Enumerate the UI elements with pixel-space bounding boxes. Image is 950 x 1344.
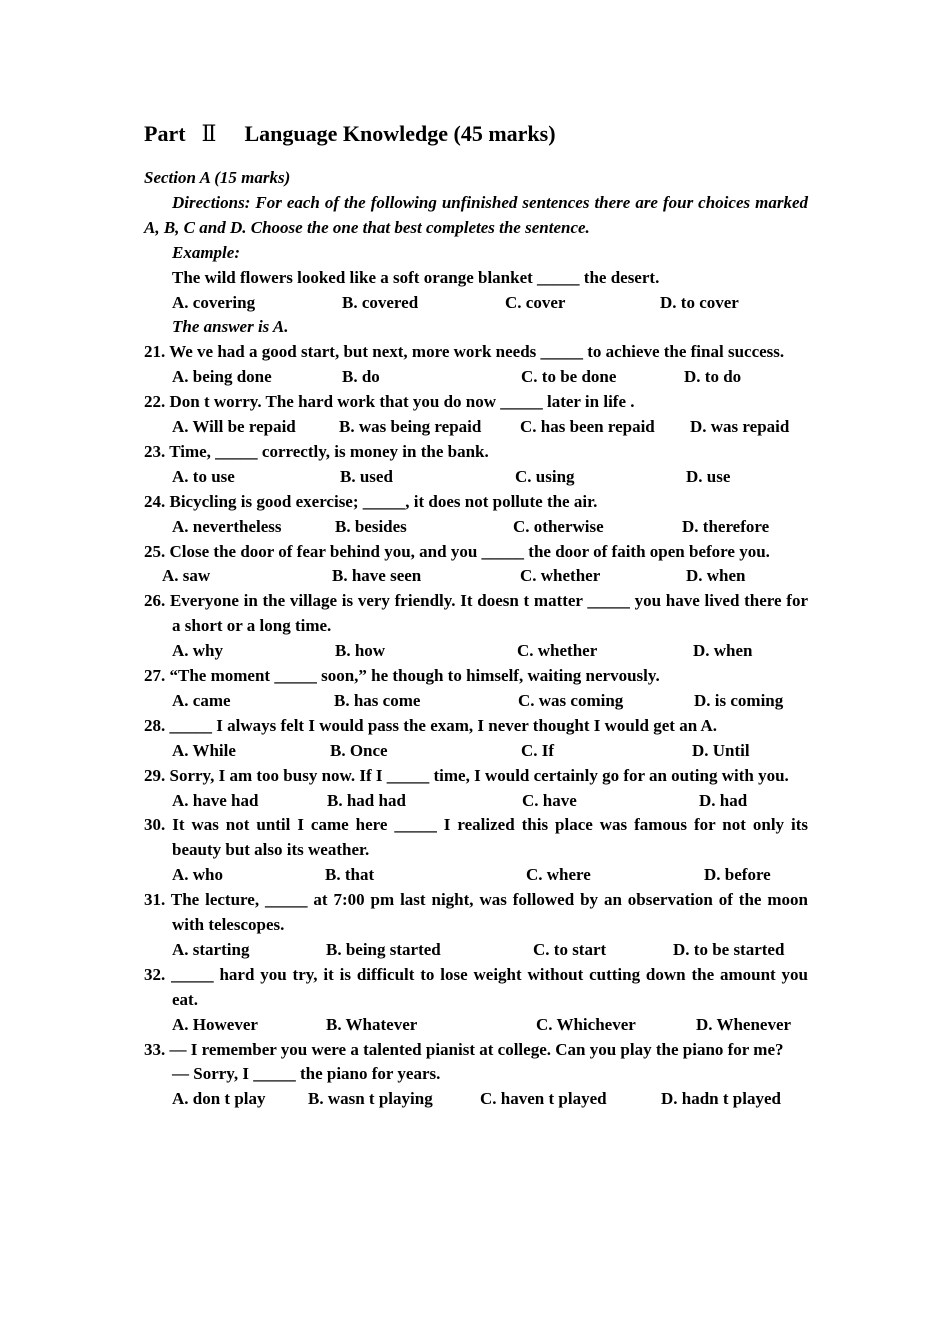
question-options [144, 1013, 808, 1038]
question-stem: 25. Close the door of fear behind you, and you _____ the door of faith open before you. [144, 541, 770, 561]
option-b: B. was being repaid [339, 417, 482, 437]
question-options [144, 365, 808, 390]
option-b: B. has come [334, 690, 421, 710]
question-stem: 29. Sorry, I am too busy now. If I _____ time, I would certainly go for an outing with you. [144, 765, 789, 785]
option-b: B. do [342, 367, 380, 387]
option-c: C. otherwise [513, 516, 604, 536]
question-options [144, 465, 808, 490]
directions: Directions: For each of the following unfinished sentences there are four choices marked A, B, C and D. Choose the one that best completes the sentence. [144, 192, 808, 237]
question-stem: 21. We ve had a good start, but next, more work needs _____ to achieve the final success. [144, 342, 785, 362]
option-c: C. to start [533, 939, 607, 959]
option-c: C. to be done [521, 367, 617, 387]
example-label: Example: [172, 242, 240, 262]
option-b: B. how [335, 641, 386, 661]
option-c: C. have [522, 790, 577, 810]
option-d: D. is coming [694, 690, 784, 710]
question-stem: 22. Don t worry. The hard work that you do now _____ later in life . [144, 392, 635, 412]
question-options [144, 789, 808, 814]
option-b: B. wasn t playing [308, 1089, 433, 1109]
option-c: C. haven t played [480, 1089, 607, 1109]
option-d: D. use [686, 466, 731, 486]
option-a: A. why [172, 641, 224, 661]
option-b: B. had had [327, 790, 406, 810]
option-d: D. was repaid [690, 417, 790, 437]
option-c: C. using [515, 466, 575, 486]
question-stem: 33. — I remember you were a talented pianist at college. Can you play the piano for me? [144, 1039, 784, 1059]
option-a: A. saw [162, 566, 211, 586]
option-b: B. Once [330, 740, 388, 760]
option-d: D. had [699, 790, 748, 810]
question-options [144, 515, 808, 540]
option-a: A. who [172, 865, 224, 885]
option-b: B. being started [326, 939, 441, 959]
option-d: D. hadn t played [661, 1089, 781, 1109]
option-d: D. Until [692, 740, 750, 760]
option-b: B. Whatever [326, 1014, 418, 1034]
option-a: A. Will be repaid [172, 417, 296, 437]
option-c: C. was coming [518, 690, 624, 710]
option-a: A. While [172, 740, 236, 760]
question-options [144, 863, 808, 888]
option-c: C. has been repaid [520, 417, 655, 437]
option-a: A. to use [172, 466, 235, 486]
option-a: A. came [172, 690, 231, 710]
part-title: Language Knowledge (45 marks) [244, 121, 556, 146]
option-a: A. don t play [172, 1089, 266, 1109]
part-numeral: Ⅱ [201, 121, 217, 146]
option-d: D. to do [684, 367, 742, 387]
option-c: C. whether [520, 566, 601, 586]
question-stem: 23. Time, _____ correctly, is money in the bank. [144, 441, 489, 461]
question-stem: 24. Bicycling is good exercise; _____, it does not pollute the air. [144, 491, 598, 511]
option-a: A. covering [172, 292, 256, 312]
option-d: D. when [693, 641, 753, 661]
question-options [144, 739, 808, 764]
option-a: A. have had [172, 790, 259, 810]
option-c: C. Whichever [536, 1014, 636, 1034]
option-c: C. cover [505, 292, 566, 312]
option-d: D. therefore [682, 516, 770, 536]
option-b: B. used [340, 466, 393, 486]
example-options [144, 291, 808, 316]
question-options [144, 1087, 808, 1112]
option-a: A. being done [172, 367, 272, 387]
question-options [144, 938, 808, 963]
option-d: D. to cover [660, 292, 739, 312]
option-c: C. whether [517, 641, 598, 661]
option-b: B. besides [335, 516, 407, 536]
question-reply: — Sorry, I _____ the piano for years. [172, 1064, 441, 1084]
question-options [144, 564, 808, 589]
option-a: A. However [172, 1014, 258, 1034]
question-options [144, 415, 808, 440]
question-stem: 26. Everyone in the village is very friendly. It doesn t matter _____ you have lived there for a short or a long time. [144, 591, 808, 636]
example-sentence: The wild flowers looked like a soft orange blanket _____ the desert. [172, 267, 660, 287]
question-stem: 31. The lecture, _____ at 7:00 pm last night, was followed by an observation of the moon with telescopes. [144, 890, 808, 935]
option-b: B. that [325, 865, 375, 885]
option-c: C. If [521, 740, 555, 760]
option-d: D. to be started [673, 939, 785, 959]
example-answer: The answer is A. [172, 317, 289, 337]
option-a: A. starting [172, 939, 250, 959]
option-b: B. have seen [332, 566, 422, 586]
part-heading [144, 118, 808, 150]
option-c: C. where [526, 865, 591, 885]
question-stem: 30. It was not until I came here _____ I realized this place was famous for not only its beauty but also its weather. [144, 815, 808, 860]
option-d: D. when [686, 566, 746, 586]
question-options [144, 639, 808, 664]
question-options [144, 689, 808, 714]
option-d: D. before [704, 865, 771, 885]
question-stem: 28. _____ I always felt I would pass the exam, I never thought I would get an A. [144, 715, 718, 735]
question-stem: 32. _____ hard you try, it is difficult to lose weight without cutting down the amount you eat. [144, 964, 808, 1009]
question-stem: 27. “The moment _____ soon,” he though to himself, waiting nervously. [144, 666, 660, 686]
option-d: D. Whenever [696, 1014, 792, 1034]
exam-page [144, 118, 808, 1112]
option-b: B. covered [342, 292, 419, 312]
section-title: Section A (15 marks) [144, 168, 291, 187]
option-a: A. nevertheless [172, 516, 282, 536]
part-label: Part [144, 121, 186, 146]
